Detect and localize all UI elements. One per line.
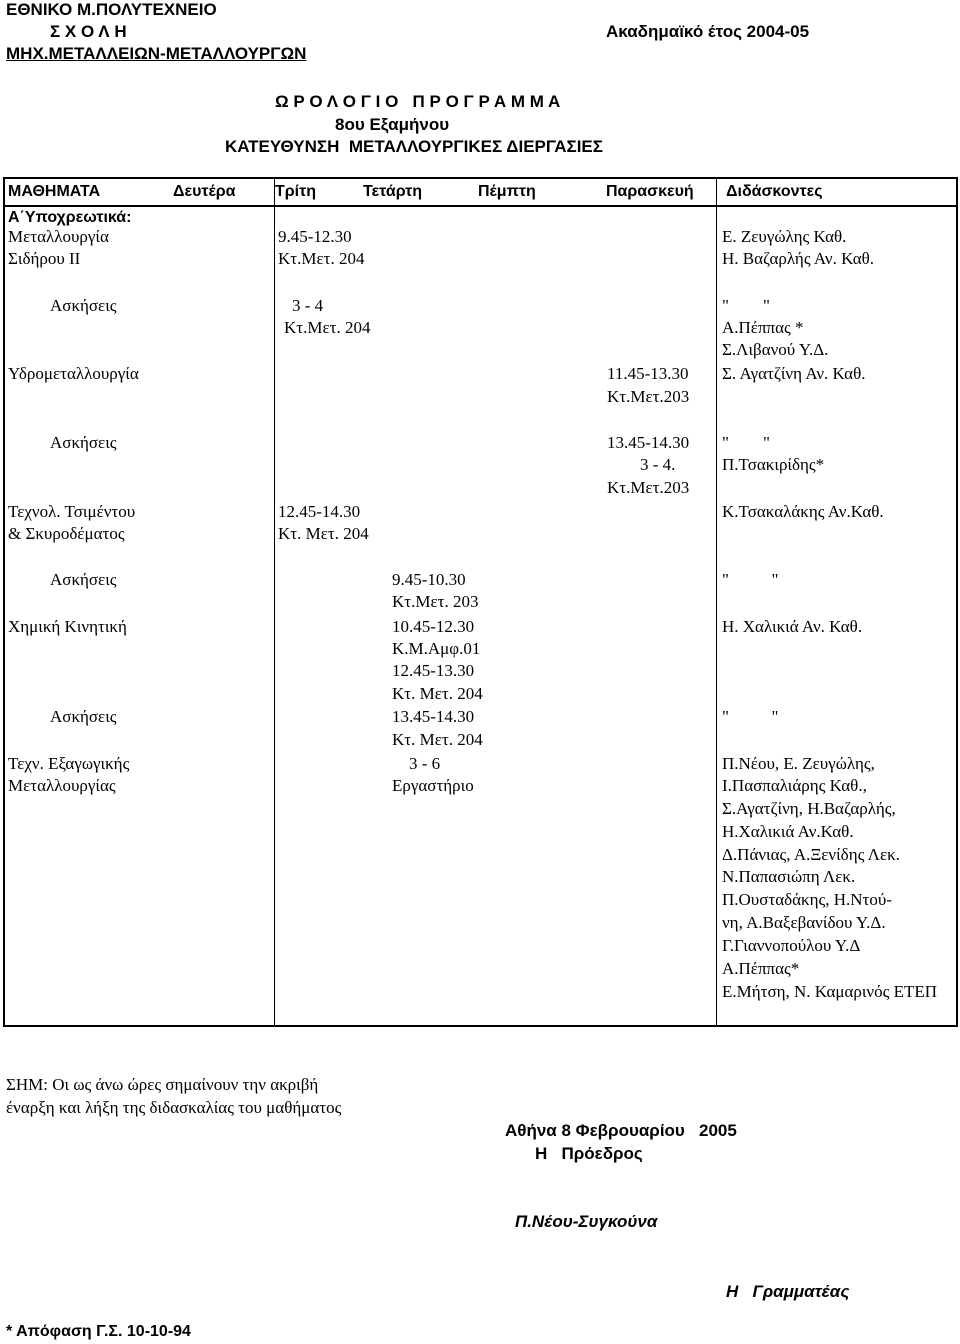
course-time: 12.45-13.30 [392,661,475,680]
course-time: 11.45-13.30 [607,364,689,383]
semester-label: 8ου Εξαμήνου [335,115,450,134]
course-room: Κτ.Μετ.203 [607,478,690,497]
col-header-courses: ΜΑΘΗΜΑΤΑ [8,183,101,200]
course-teacher: Γ.Γιαννοπούλου Υ.Δ [722,936,861,955]
course-name: Ασκήσεις [50,707,117,726]
page-title: Ω Ρ Ο Λ Ο Γ Ι Ο Π Ρ Ο Γ Ρ Α Μ Μ Α [275,92,561,111]
course-room: Κτ.Μετ. 203 [392,592,479,611]
course-time: 9.45-12.30 [278,227,352,246]
school-label: Σ Χ Ο Λ Η [50,22,127,41]
course-room: Κτ.Μετ.203 [607,387,690,406]
course-time: 13.45-14.30 [607,433,690,452]
course-teacher: " " [722,433,770,452]
course-teacher: Σ. Αγατζίνη Αν. Καθ. [722,364,866,383]
course-hours: 3 - 6 [409,754,441,773]
col-header-wednesday: Τετάρτη [363,183,423,200]
course-teacher: Α.Πέππας * [722,318,804,337]
course-room: Εργαστήριο [392,776,474,795]
president-name: Π.Νέου-Συγκούνα [515,1212,658,1231]
course-name: Μεταλλουργίας [8,776,116,795]
footnote: * Απόφαση Γ.Σ. 10-10-94 [6,1323,191,1340]
course-room: Κ.Μ.Αμφ.01 [392,639,481,658]
university-name: ΕΘΝΙΚΟ Μ.ΠΟΛΥΤΕΧΝΕΙΟ [6,0,217,19]
course-name: Ασκήσεις [50,570,117,589]
course-room: Κτ. Μετ. 204 [392,730,483,749]
course-teacher: Σ.Λιβανού Υ.Δ. [722,340,829,359]
secretary-title: Η Γραμματέας [726,1282,850,1301]
course-name: Ασκήσεις [50,296,117,315]
course-time: 12.45-14.30 [278,502,361,521]
academic-year: Ακαδημαϊκό έτος 2004-05 [606,22,810,41]
section-mandatory: Α΄Υποχρεωτικά: [8,209,132,226]
course-name: Ασκήσεις [50,433,117,452]
col-header-teachers: Διδάσκοντες [726,183,823,200]
col-header-friday: Παρασκευή [606,183,694,200]
course-teacher: Κ.Τσακαλάκης Αν.Καθ. [722,502,884,521]
course-teacher: " " [722,707,779,726]
direction-label: ΚΑΤΕΥΘΥΝΣΗ ΜΕΤΑΛΛΟΥΡΓΙΚΕΣ ΔΙΕΡΓΑΣΙΕΣ [225,137,603,156]
course-teacher: Σ.Αγατζίνη, Η.Βαζαρλής, [722,799,896,818]
course-teacher: Π.Τσακιρίδης* [722,455,825,474]
course-room: Κτ.Μετ. 204 [284,318,371,337]
course-name: Μεταλλουργία [8,227,109,246]
course-name: Τεχν. Εξαγωγικής [8,754,130,773]
course-name: Χημική Κινητική [8,617,127,636]
course-teacher: Δ.Πάνιας, Α.Ξενίδης Λεκ. [722,845,900,864]
department-name: ΜΗΧ.ΜΕΤΑΛΛΕΙΩΝ-ΜΕΤΑΛΛΟΥΡΓΩΝ [6,44,307,63]
president-title: Η Πρόεδρος [535,1144,643,1163]
col-header-monday: Δευτέρα [173,183,236,200]
course-teacher: Η. Χαλικιά Αν. Καθ. [722,617,863,636]
course-teacher: νη, Α.Βαξεβανίδου Υ.Δ. [722,913,886,932]
course-name: Σιδήρου ΙΙ [8,249,81,268]
course-teacher: Ε.Μήτση, Ν. Καμαρινός ΕΤΕΠ [722,982,938,1001]
note-text: ΣΗΜ: Οι ως άνω ώρες σημαίνουν την ακριβή [6,1075,319,1094]
course-time: 13.45-14.30 [392,707,475,726]
course-teacher: Π.Νέου, Ε. Ζευγώλης, [722,754,875,773]
course-teacher: Π.Ουσταδάκης, Η.Ντού- [722,890,892,909]
course-teacher: Η.Χαλικιά Αν.Καθ. [722,822,854,841]
course-name: & Σκυροδέματος [8,524,125,543]
course-teacher: Α.Πέππας* [722,959,800,978]
course-hours: 3 - 4. [640,455,676,474]
course-room: Κτ.Μετ. 204 [278,249,365,268]
course-teacher: " " [722,296,770,315]
course-teacher: " " [722,570,779,589]
course-time: 3 - 4 [292,296,324,315]
course-room: Κτ. Μετ. 204 [392,684,483,703]
col-header-thursday: Πέμπτη [478,183,536,200]
date-line: Αθήνα 8 Φεβρουαρίου 2005 [505,1121,737,1140]
course-teacher: Η. Βαζαρλής Αν. Καθ. [722,249,875,268]
course-time: 9.45-10.30 [392,570,466,589]
note-text: έναρξη και λήξη της διδασκαλίας του μαθήματος [6,1098,342,1117]
course-teacher: Ι.Πασπαλιάρης Καθ., [722,776,867,795]
course-teacher: Ν.Παπασιώπη Λεκ. [722,867,856,886]
course-room: Κτ. Μετ. 204 [278,524,369,543]
course-time: 10.45-12.30 [392,617,475,636]
course-name: Τεχνολ. Τσιμέντου [8,502,136,521]
col-header-tuesday: Τρίτη [275,183,317,200]
course-name: Υδρομεταλλουργία [8,364,139,383]
course-teacher: Ε. Ζευγώλης Καθ. [722,227,847,246]
